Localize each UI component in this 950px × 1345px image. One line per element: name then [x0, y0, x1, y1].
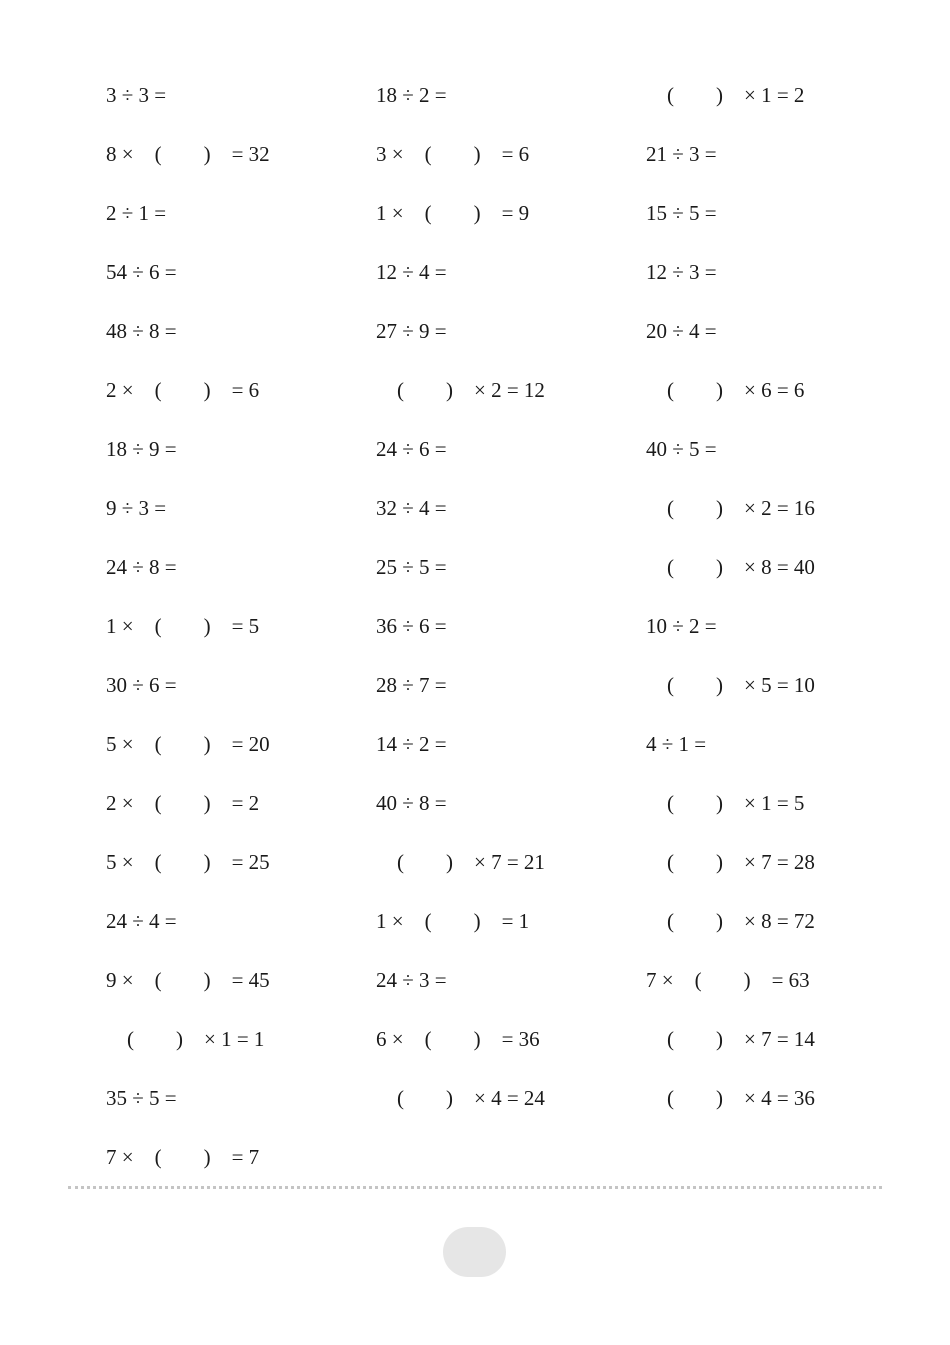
math-problem: 35 ÷ 5 =	[106, 1086, 177, 1110]
math-problem: 21 ÷ 3 =	[646, 142, 717, 166]
math-problem: 2 ÷ 1 =	[106, 201, 167, 225]
math-problem: 12 ÷ 3 =	[646, 260, 717, 284]
math-problem: 27 ÷ 9 =	[376, 319, 447, 343]
math-problem: 40 ÷ 8 =	[376, 791, 447, 815]
math-problem: 3 × ( ) = 6	[376, 142, 530, 166]
math-problem: 9 × ( ) = 45	[106, 968, 270, 992]
math-problem: 48 ÷ 8 =	[106, 319, 177, 343]
math-problem: 10 ÷ 2 =	[646, 614, 717, 638]
math-problem: 5 × ( ) = 20	[106, 732, 270, 756]
math-problem: 7 × ( ) = 63	[646, 968, 810, 992]
math-problem: ( ) × 7 = 21	[376, 850, 545, 874]
math-problem: 6 × ( ) = 36	[376, 1027, 540, 1051]
math-problem: 30 ÷ 6 =	[106, 673, 177, 697]
math-problem: ( ) × 2 = 16	[646, 496, 815, 520]
math-problem: 9 ÷ 3 =	[106, 496, 167, 520]
math-problem: 36 ÷ 6 =	[376, 614, 447, 638]
math-problem: 18 ÷ 2 =	[376, 83, 447, 107]
math-problem: ( ) × 8 = 72	[646, 909, 815, 933]
math-problem: 24 ÷ 3 =	[376, 968, 447, 992]
dotted-divider	[68, 1186, 882, 1189]
problem-column-2	[376, 66, 646, 1128]
math-problem: ( ) × 6 = 6	[646, 378, 805, 402]
math-problem: 1 × ( ) = 5	[106, 614, 260, 638]
math-problem: 24 ÷ 8 =	[106, 555, 177, 579]
math-problem: 1 × ( ) = 1	[376, 909, 530, 933]
math-problem: ( ) × 2 = 12	[376, 378, 545, 402]
math-problem: 1 × ( ) = 9	[376, 201, 530, 225]
math-problem: ( ) × 1 = 5	[646, 791, 805, 815]
problem-column-1	[106, 66, 376, 1187]
math-problem: 20 ÷ 4 =	[646, 319, 717, 343]
math-problem: 40 ÷ 5 =	[646, 437, 717, 461]
math-problem: 3 ÷ 3 =	[106, 83, 167, 107]
math-problem: ( ) × 7 = 28	[646, 850, 815, 874]
math-problem: ( ) × 7 = 14	[646, 1027, 815, 1051]
math-problem: ( ) × 8 = 40	[646, 555, 815, 579]
math-problem: 24 ÷ 6 =	[376, 437, 447, 461]
math-problem: 2 × ( ) = 2	[106, 791, 260, 815]
math-problem: ( ) × 5 = 10	[646, 673, 815, 697]
math-problem: 32 ÷ 4 =	[376, 496, 447, 520]
math-problem: 25 ÷ 5 =	[376, 555, 447, 579]
math-problem: 12 ÷ 4 =	[376, 260, 447, 284]
math-problem: 24 ÷ 4 =	[106, 909, 177, 933]
math-problem: 15 ÷ 5 =	[646, 201, 717, 225]
math-problem: ( ) × 1 = 2	[646, 83, 805, 107]
math-problem: 54 ÷ 6 =	[106, 260, 177, 284]
math-problem: 8 × ( ) = 32	[106, 142, 270, 166]
math-problem: ( ) × 4 = 36	[646, 1086, 815, 1110]
math-problem: 4 ÷ 1 =	[646, 732, 707, 756]
math-problem: 5 × ( ) = 25	[106, 850, 270, 874]
math-problem: 14 ÷ 2 =	[376, 732, 447, 756]
math-problem: 2 × ( ) = 6	[106, 378, 260, 402]
math-problem: ( ) × 4 = 24	[376, 1086, 545, 1110]
problem-column-3	[646, 66, 916, 1128]
page-number-badge	[443, 1227, 506, 1277]
math-problem: 18 ÷ 9 =	[106, 437, 177, 461]
math-problem: 7 × ( ) = 7	[106, 1145, 260, 1169]
math-problem: 28 ÷ 7 =	[376, 673, 447, 697]
math-problem: ( ) × 1 = 1	[106, 1027, 265, 1051]
